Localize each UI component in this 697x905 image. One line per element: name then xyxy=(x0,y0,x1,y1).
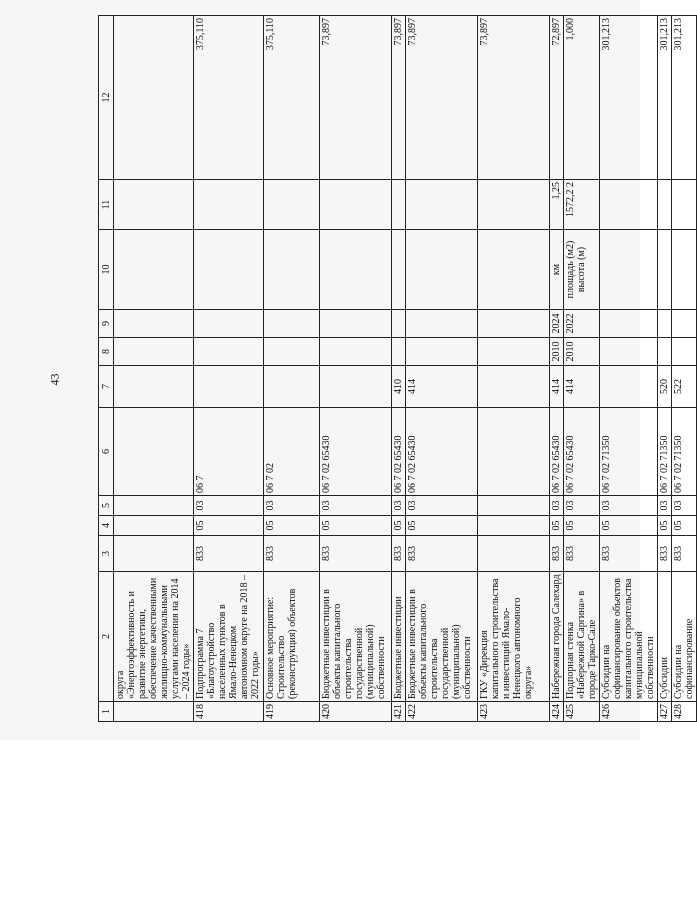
table-cell-col5 xyxy=(478,496,550,516)
table-row xyxy=(550,16,564,722)
table-cell-col8: 2010 xyxy=(564,338,600,366)
table-row xyxy=(392,16,406,722)
table-cell-col12: 301,213 xyxy=(600,16,658,180)
table-cell-col8 xyxy=(392,338,406,366)
table-cell-col7 xyxy=(478,366,550,408)
table-cell-col10 xyxy=(658,230,672,310)
table-cell-col5: 03 xyxy=(320,496,392,516)
table-cell-col10 xyxy=(406,230,478,310)
table-cell-col2: Субсидии на софинансирование xyxy=(672,572,697,702)
table-cell-col6: 06 7 02 71350 xyxy=(600,408,658,496)
table-cell-col1: 422 xyxy=(406,702,478,722)
table-cell-col6: 06 7 02 65430 xyxy=(550,408,564,496)
table-cell-col6: 06 7 02 65430 xyxy=(406,408,478,496)
table-cell-col8 xyxy=(600,338,658,366)
table-cell-col12: 1,000 xyxy=(564,16,600,180)
table-cell-col10 xyxy=(478,230,550,310)
table-cell-col2: Бюджетные инвестиции в объекты капитального строительства государственной (муниципальной) собственности xyxy=(406,572,478,702)
table-cell-col11 xyxy=(478,180,550,230)
table-cell-col3: 833 xyxy=(600,536,658,572)
table-cell-col4: 05 xyxy=(194,516,264,536)
table-cell-col8 xyxy=(658,338,672,366)
table-cell-col10 xyxy=(600,230,658,310)
table-cell-col1: 428 xyxy=(672,702,697,722)
header-cell: 12 xyxy=(99,16,114,180)
header-cell: 1 xyxy=(99,702,114,722)
table-cell-col8 xyxy=(194,338,264,366)
table-cell-col7: 414 xyxy=(550,366,564,408)
budget-table xyxy=(98,15,697,722)
header-cell: 11 xyxy=(99,180,114,230)
table-cell-col6 xyxy=(478,408,550,496)
table-cell-col9 xyxy=(600,310,658,338)
table-cell-col10: км xyxy=(550,230,564,310)
header-cell: 10 xyxy=(99,230,114,310)
table-cell-col1: 425 xyxy=(564,702,600,722)
table-cell-col9 xyxy=(264,310,320,338)
table-cell-col4: 05 xyxy=(406,516,478,536)
table-cell-col5: 03 xyxy=(392,496,406,516)
table-cell-col9 xyxy=(672,310,697,338)
header-cell: 6 xyxy=(99,408,114,496)
table-cell-col6: 06 7 02 71350 xyxy=(658,408,672,496)
table-cell-col9 xyxy=(392,310,406,338)
header-cell: 4 xyxy=(99,516,114,536)
table-cell-col4 xyxy=(478,516,550,536)
table-cell-col3: 833 xyxy=(264,536,320,572)
table-row xyxy=(478,16,550,722)
header-cell: 5 xyxy=(99,496,114,516)
table-cell-col7 xyxy=(600,366,658,408)
table-cell-col3: 833 xyxy=(550,536,564,572)
table-cell-col3: 833 xyxy=(406,536,478,572)
table-cell-col11: 1572,2 2 xyxy=(564,180,600,230)
table-cell-col7: 522 xyxy=(672,366,697,408)
table-cell-col4: 05 xyxy=(264,516,320,536)
header-row xyxy=(99,16,114,722)
table-row xyxy=(564,16,600,722)
page-number: 43 xyxy=(47,373,62,386)
table-cell-col4: 05 xyxy=(658,516,672,536)
table-cell-col2: Подпрограмма 7 «Благоустройство населенных пунктов в Ямало-Ненецком автономном округе на 2018 – 2022 годы» xyxy=(194,572,264,702)
table-row xyxy=(600,16,658,722)
table-cell-col4: 05 xyxy=(672,516,697,536)
table-cell-col10 xyxy=(672,230,697,310)
table-cell-col7: 414 xyxy=(564,366,600,408)
table-cell-col11 xyxy=(320,180,392,230)
table-cell-col1: 427 xyxy=(658,702,672,722)
table-cell-col10 xyxy=(194,230,264,310)
header-cell: 2 xyxy=(99,572,114,702)
table-cell-col4: 05 xyxy=(564,516,600,536)
table-cell-col3 xyxy=(478,536,550,572)
table-row xyxy=(672,16,697,722)
table-row xyxy=(406,16,478,722)
table-cell-col2: Бюджетные инвестиции в объекты капитального строительства государственной (муниципальной) собственности xyxy=(320,572,392,702)
header-cell: 7 xyxy=(99,366,114,408)
table-cell-col11: 1,25 xyxy=(550,180,564,230)
table-cell-col9 xyxy=(658,310,672,338)
table-cell-col11 xyxy=(658,180,672,230)
table-cell-col9: 2024 xyxy=(550,310,564,338)
table-cell-col1: 423 xyxy=(478,702,550,722)
table-cell-col11 xyxy=(672,180,697,230)
table-row xyxy=(194,16,264,722)
table-cell-col10 xyxy=(392,230,406,310)
table-cell-col1: 418 xyxy=(194,702,264,722)
table-cell-col6: 06 7 02 71350 xyxy=(672,408,697,496)
continuation-row xyxy=(114,16,194,722)
table-cell-col10: площадь (м2) высота (м) xyxy=(564,230,600,310)
table-cell-col12: 301,213 xyxy=(672,16,697,180)
table-cell-col11 xyxy=(194,180,264,230)
table-cell-col6: 06 7 xyxy=(194,408,264,496)
table-cell-col9: 2022 xyxy=(564,310,600,338)
table-cell-col12: 73,897 xyxy=(406,16,478,180)
table-cell-col5: 03 xyxy=(406,496,478,516)
table-cell-col7: 414 xyxy=(406,366,478,408)
table-cell-col8 xyxy=(478,338,550,366)
table-cell-col12: 375,110 xyxy=(194,16,264,180)
table-cell-col5: 03 xyxy=(672,496,697,516)
table-cell-col7 xyxy=(320,366,392,408)
table-cell-col8: 2010 xyxy=(550,338,564,366)
table-cell-col7 xyxy=(194,366,264,408)
table-cell-col1: 421 xyxy=(392,702,406,722)
table-cell-col11 xyxy=(406,180,478,230)
table-cell-col5: 03 xyxy=(564,496,600,516)
table-cell-col12: 301,213 xyxy=(658,16,672,180)
table-row xyxy=(658,16,672,722)
table-cell-col3: 833 xyxy=(564,536,600,572)
table-cell-col2: Набережная города Салехард xyxy=(550,572,564,702)
table-cell-col6: 06 7 02 65430 xyxy=(392,408,406,496)
table-cell-col10 xyxy=(320,230,392,310)
table-cell-col12: 73,897 xyxy=(320,16,392,180)
table-cell-col9 xyxy=(406,310,478,338)
table-row xyxy=(264,16,320,722)
table-cell-col11 xyxy=(392,180,406,230)
table-cell-col2: Бюджетные инвестиции xyxy=(392,572,406,702)
header-cell: 9 xyxy=(99,310,114,338)
table-cell-col5: 03 xyxy=(658,496,672,516)
budget-table-frame xyxy=(98,16,695,722)
table-cell-col3: 833 xyxy=(658,536,672,572)
table-cell-col8 xyxy=(672,338,697,366)
table-cell-col8 xyxy=(406,338,478,366)
table-row xyxy=(320,16,392,722)
header-cell: 3 xyxy=(99,536,114,572)
table-cell-col8 xyxy=(320,338,392,366)
table-cell-col3: 833 xyxy=(194,536,264,572)
table-cell-col11 xyxy=(264,180,320,230)
table-cell-col9 xyxy=(320,310,392,338)
table-cell-col11 xyxy=(600,180,658,230)
table-cell-col3: 833 xyxy=(392,536,406,572)
table-cell-col7: 410 xyxy=(392,366,406,408)
table-cell-col1: 426 xyxy=(600,702,658,722)
table-cell-col4: 05 xyxy=(320,516,392,536)
table-cell-col3: 833 xyxy=(320,536,392,572)
table-cell-col12: 73,897 xyxy=(478,16,550,180)
header-cell: 8 xyxy=(99,338,114,366)
table-cell-col12: 73,897 xyxy=(392,16,406,180)
table-cell-col5: 03 xyxy=(264,496,320,516)
table-cell-col10 xyxy=(264,230,320,310)
table-cell-col4: 05 xyxy=(550,516,564,536)
table-cell-col6: 06 7 02 65430 xyxy=(564,408,600,496)
continuation-text: округа «Энергоэффективность и развитие энергетики, обеспечение качественными жилищно-коммунальными услугами населения на 2014 – 2024 годы» xyxy=(114,572,194,702)
table-cell-col4: 05 xyxy=(392,516,406,536)
table-cell-col5: 03 xyxy=(600,496,658,516)
table-cell-col2: ГКУ «Дирекция капитального строительства и инвестиций Ямало-Ненецкого автономного округа» xyxy=(478,572,550,702)
table-cell-col2: Субсидии на софинансирование объектов капитального строительства муниципальной собственности xyxy=(600,572,658,702)
table-cell-col6: 06 7 02 65430 xyxy=(320,408,392,496)
table-cell-col7 xyxy=(264,366,320,408)
table-cell-col9 xyxy=(194,310,264,338)
table-cell-col9 xyxy=(478,310,550,338)
table-cell-col6: 06 7 02 xyxy=(264,408,320,496)
table-cell-col12: 375,110 xyxy=(264,16,320,180)
table-cell-col5: 03 xyxy=(194,496,264,516)
table-cell-col4: 05 xyxy=(600,516,658,536)
table-cell-col5: 03 xyxy=(550,496,564,516)
table-cell-col1: 424 xyxy=(550,702,564,722)
table-cell-col8 xyxy=(264,338,320,366)
table-cell-col3: 833 xyxy=(672,536,697,572)
table-cell-col2: Подпорная стенка «Набережной Саргина» в городе Тарко-Сале xyxy=(564,572,600,702)
table-cell-col2: Субсидии xyxy=(658,572,672,702)
table-cell-col1: 419 xyxy=(264,702,320,722)
table-cell-col12: 72,897 xyxy=(550,16,564,180)
table-cell-col2: Основное мероприятие: Строительство (реконструкция) объектов xyxy=(264,572,320,702)
table-cell-col7: 520 xyxy=(658,366,672,408)
table-cell-col1: 420 xyxy=(320,702,392,722)
